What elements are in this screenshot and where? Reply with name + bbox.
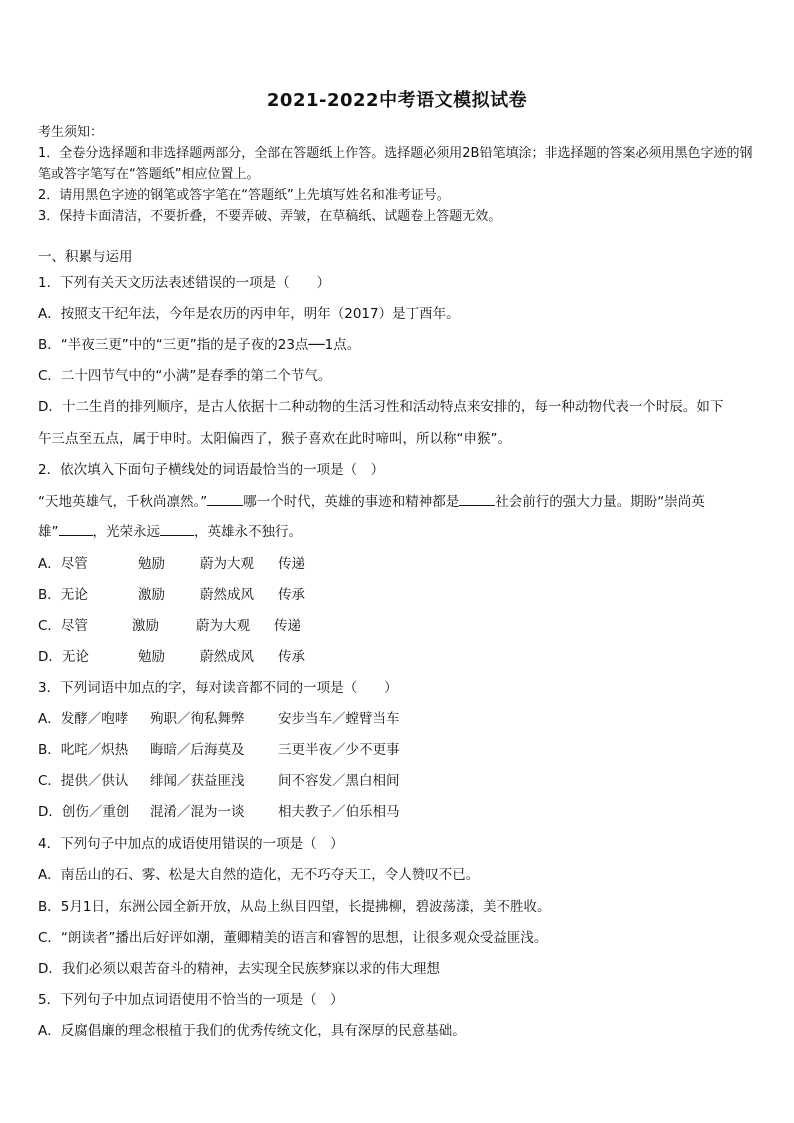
q4-option-b: B．5月1日，东洲公园全新开放，从岛上纵目四望，长提拂柳，碧波荡漾，美不胜收。 bbox=[38, 899, 551, 915]
option-cell: 安步当车／螳臂当车 bbox=[278, 711, 400, 727]
fill-blank-1 bbox=[207, 493, 243, 506]
option-cell: 晦暗／后海莫及 bbox=[150, 742, 245, 758]
option-cell: 传承 bbox=[278, 649, 305, 665]
option-cell: 传递 bbox=[278, 556, 305, 572]
fill-blank-4 bbox=[160, 523, 194, 536]
q1-option-a: A．按照支干纪年法，今年是农历的丙申年，明年（2017）是丁酉年。 bbox=[38, 306, 460, 322]
notice-item-3: 3．保持卡面清洁，不要折叠，不要弄破、弄皱，在草稿纸、试题卷上答题无效。 bbox=[38, 209, 502, 224]
option-cell: A．发酵／咆哮 bbox=[38, 711, 129, 727]
option-cell: 传递 bbox=[274, 618, 301, 634]
q1-option-c: C．二十四节气中的“小满”是春季的第二个节气。 bbox=[38, 368, 332, 384]
notice-heading: 考生须知： bbox=[38, 125, 104, 140]
q2-option-d bbox=[38, 645, 760, 665]
fill-blank-3 bbox=[59, 523, 93, 536]
option-cell: 殉职／徇私舞弊 bbox=[150, 711, 245, 727]
option-cell: 蔚然成风 bbox=[200, 649, 254, 665]
option-cell: 三更半夜／少不更事 bbox=[278, 742, 400, 758]
q4-option-d: D．我们必须以艰苦奋斗的精神，去实现全民族梦寐以求的伟大理想 bbox=[38, 961, 440, 977]
q2-passage-text-4: ，光荣永远 bbox=[92, 524, 160, 540]
q1-option-b: B．“半夜三更”中的“三更”指的是子夜的23点──1点。 bbox=[38, 337, 361, 353]
q5-option-a: A．反腐倡廉的理念根植于我们的优秀传统文化，具有深厚的民意基础。 bbox=[38, 1023, 466, 1039]
fill-blank-2 bbox=[459, 493, 495, 506]
exam-title: 2021-2022中考语文模拟试卷 bbox=[266, 90, 528, 111]
q4-option-c: C．“朗读者”播出后好评如潮，董卿精美的语言和睿智的思想，让很多观众受益匪浅。 bbox=[38, 930, 548, 946]
q2-option-c bbox=[38, 614, 760, 634]
option-cell: D．创伤／重创 bbox=[38, 804, 130, 820]
q2-passage-text-5: ，英雄永不独行。 bbox=[194, 524, 302, 540]
q2-passage-line2 bbox=[38, 520, 760, 540]
option-cell: 传承 bbox=[278, 587, 305, 603]
q3-stem: 3．下列词语中加点的字，每对读音都不同的一项是（ ） bbox=[38, 680, 398, 696]
q1-option-d-line1: D．十二生肖的排列顺序，是古人依据十二种动物的生活习性和活动特点来安排的，每一种动物代表一个时辰。如下 bbox=[38, 399, 724, 415]
option-cell: D．无论 bbox=[38, 649, 89, 665]
option-cell: 间不容发／黑白相间 bbox=[278, 773, 400, 789]
option-cell: 勉励 bbox=[138, 649, 165, 665]
option-cell: 激励 bbox=[138, 587, 165, 603]
option-cell: B．叱咤／炽热 bbox=[38, 742, 129, 758]
option-cell: 勉励 bbox=[138, 556, 165, 572]
section-heading: 一、积累与运用 bbox=[38, 249, 133, 265]
q2-passage-text-2: 社会前行的强大力量。期盼“崇尚英 bbox=[495, 494, 705, 510]
q2-passage-text-1: 哪一个时代，英雄的事迹和精神都是 bbox=[243, 494, 460, 510]
option-cell: B．无论 bbox=[38, 587, 88, 603]
q2-passage-quote: “天地英雄气，千秋尚凛然。” bbox=[38, 494, 208, 510]
q2-passage-line1 bbox=[38, 490, 760, 510]
option-cell: 蔚然成风 bbox=[200, 587, 254, 603]
option-cell: C．提供／供认 bbox=[38, 773, 129, 789]
option-cell: 绯闻／获益匪浅 bbox=[150, 773, 245, 789]
option-cell: C．尽管 bbox=[38, 618, 88, 634]
q2-passage-text-3: 雄” bbox=[38, 524, 59, 540]
q1-stem: 1．下列有关天文历法表述错误的一项是（ ） bbox=[38, 275, 331, 291]
option-cell: 相夫教子／伯乐相马 bbox=[278, 804, 400, 820]
notice-block bbox=[38, 122, 760, 227]
q2-stem: 2．依次填入下面句子横线处的词语最恰当的一项是（ ） bbox=[38, 462, 385, 478]
q5-stem: 5．下列句子中加点词语使用不恰当的一项是（ ） bbox=[38, 992, 344, 1008]
option-cell: 蔚为大观 bbox=[196, 618, 250, 634]
option-cell: A．尽管 bbox=[38, 556, 88, 572]
option-cell: 激励 bbox=[132, 618, 159, 634]
q4-option-a: A．南岳山的石、雾、松是大自然的造化，无不巧夺天工，令人赞叹不已。 bbox=[38, 867, 480, 883]
q3-option-c bbox=[38, 769, 760, 789]
notice-item-2: 2．请用黑色字迹的钢笔或答字笔在“答题纸”上先填写姓名和准考证号。 bbox=[38, 188, 450, 203]
notice-item-1: 1．全卷分选择题和非选择题两部分，全部在答题纸上作答。选择题必须用2B铅笔填涂；非选择题的答案必须用黑色字迹的钢笔或答字笔写在“答题纸”相应位置上。 bbox=[38, 146, 753, 182]
q2-option-b bbox=[38, 583, 760, 603]
option-cell: 混淆／混为一谈 bbox=[150, 804, 245, 820]
q2-option-a bbox=[38, 552, 760, 572]
q3-option-b bbox=[38, 738, 760, 758]
q4-stem: 4．下列句子中加点的成语使用错误的一项是（ ） bbox=[38, 836, 344, 852]
q3-option-a bbox=[38, 707, 760, 727]
q1-option-d-line2: 午三点至五点，属于申时。太阳偏西了，猴子喜欢在此时啼叫，所以称“申猴”。 bbox=[38, 431, 511, 447]
q3-option-d bbox=[38, 800, 760, 820]
option-cell: 蔚为大观 bbox=[200, 556, 254, 572]
